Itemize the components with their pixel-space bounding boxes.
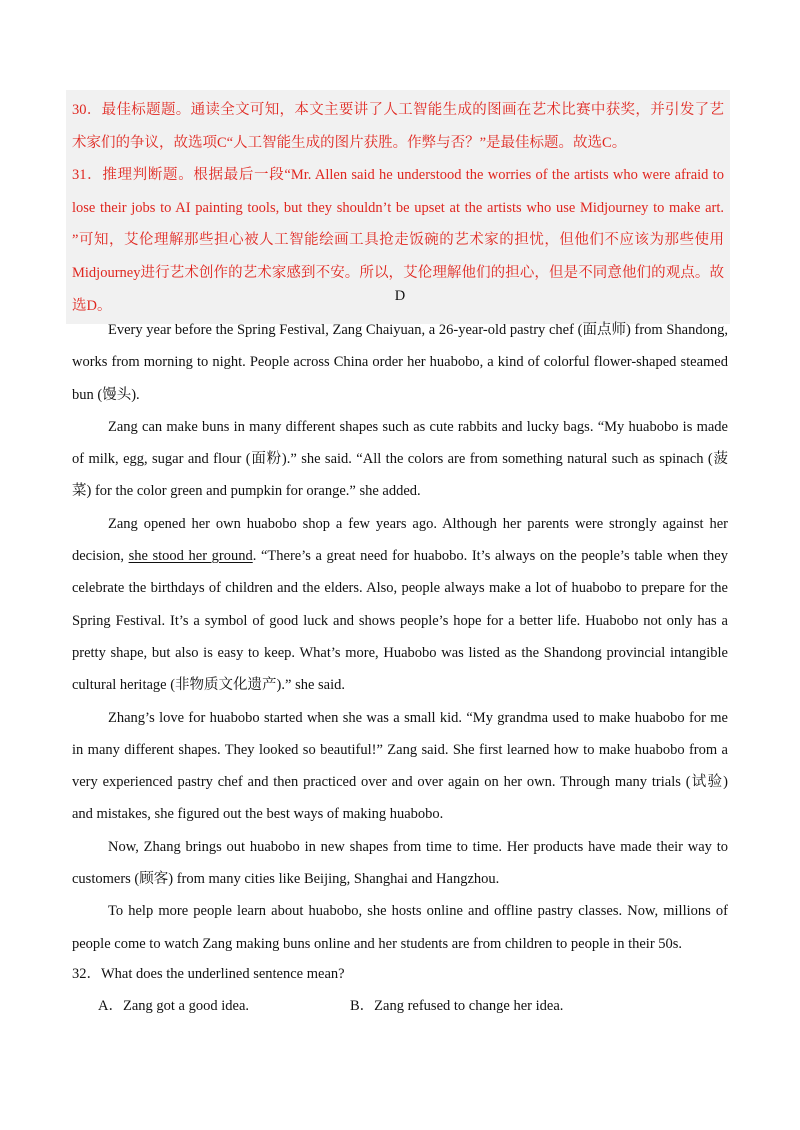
answer-31-explanation: 31．推理判断题。根据最后一段“Mr. Allen said he understood the worries of the artists who were afraid to lose their jobs to AI painting tools, but they shouldn’t be upset at the artists who use Midjourney to make art. ”可知，艾伦理解那些担心被人工智能绘画工具抢走饭碗的艺术家的担忧，但他们不应该为那些使用Midjourney进行艺术创作的艺术家感到不安。所以，艾伦理解他们的担心，但是不同意他们的观点。故选D。 [72,167,724,314]
passage-paragraph: Every year before the Spring Festival, Zang Chaiyuan, a 26-year-old pastry chef (面点师) from Shandong, works from morning to night. People across China order her huabobo, a kind of colorful flower-shaped steamed bun (馒头). [72,322,728,403]
question-stem: 32．What does the underlined sentence mean? [72,966,345,982]
passage-paragraph: Now, Zhang brings out huabobo in new shapes from time to time. Her products have made their way to customers (顾客) from many cities like Beijing, Shanghai and Hangzhou. [72,838,728,888]
reading-passage [72,314,728,960]
question-32 [72,959,728,1021]
section-heading: D [394,288,406,304]
option-a: A．Zang got a good idea. [98,998,250,1014]
passage-paragraph: Zang can make buns in many different shapes such as cute rabbits and lucky bags. “My huabobo is made of milk, egg, sugar and flour (面粉).” she said. “All the colors are from something natural such as spinach (菠菜) for the color green and pumpkin for orange.” she added. [72,418,728,500]
passage-paragraph: Zhang’s love for huabobo started when she was a small kid. “My grandma used to make huabobo for me in many different shapes. They looked so beautiful!” Zang said. She first learned how to make huabobo from a very experienced pastry chef and then practiced over and over again on her own. Through many trials (试验) and mistakes, she figured out the best ways of making huabobo. [72,709,728,823]
passage-paragraph: To help more people learn about huabobo, she hosts online and offline pastry classes. Now, millions of people come to watch Zang making buns online and her students are from children to people in their 50s. [72,903,728,952]
paragraph-text: . “There’s a great need for huabobo. It’s always on the people’s table when they celebrate the birthdays of children and the elders. Also, people always make a lot of huabobo to prepare for the Spring Festival. It’s a symbol of good luck and shows people’s hope for a better life. Huabobo not only has a pretty shape, but also is easy to keep. What’s more, Huabobo was listed as the Shandong provincial intangible cultural heritage (非物质文化遗产).” she said. [72,548,728,694]
answer-30-explanation: 30．最佳标题题。通读全文可知，本文主要讲了人工智能生成的图画在艺术比赛中获奖，并引发了艺术家们的争议，故选项C“人工智能生成的图片获胜。作弊与否？”是最佳标题。故选C。 [72,102,724,151]
passage-paragraph [72,508,728,702]
paragraph-text: Zang opened her own huabobo shop a few years ago. Although her parents were strongly against her decision, [72,515,728,565]
underlined-sentence: she stood her ground [128,548,253,565]
answer-options [72,991,728,1021]
option-b: B．Zang refused to change her idea. [350,998,564,1014]
